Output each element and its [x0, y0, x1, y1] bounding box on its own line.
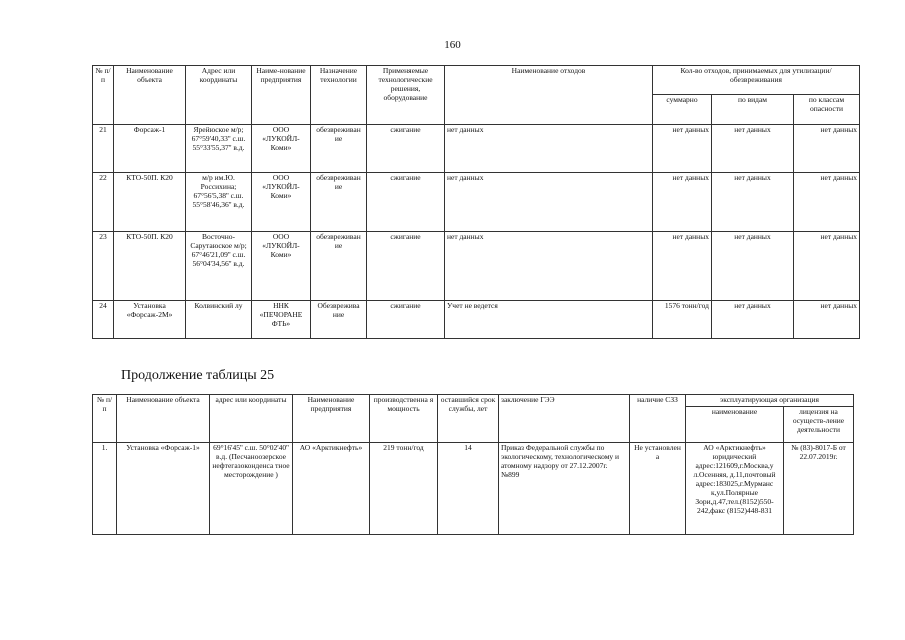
cell-enterprise: ООО «ЛУКОЙЛ-Коми»: [252, 125, 311, 173]
cell-object: Установка «Форсаж-1»: [117, 443, 210, 535]
cell-object: Форсаж-1: [114, 125, 186, 173]
cell-enterprise: ООО «ЛУКОЙЛ-Коми»: [252, 232, 311, 301]
header-qty-total: суммарно: [653, 95, 712, 125]
waste-facilities-table: [92, 65, 860, 339]
cell-object: КТО-50П. К20: [114, 232, 186, 301]
cell-enterprise: АО «Арктикнефть»: [293, 443, 370, 535]
table-caption: Продолжение таблицы 25: [121, 368, 275, 383]
header-org-group: эксплуатирующая организация: [686, 395, 854, 407]
cell-org-name: АО «Арктикнефть» юридический адрес:121609,г.Москва,у л.Осенняя, д.11,почтовый адрес:183025,г.Мурманс к,ул.Полярные Зори,д.47,тел.(8152)550-242,факс (8152)448-831: [686, 443, 784, 535]
cell-num: 21: [93, 125, 114, 173]
cell-object: Установка «Форсаж-2М»: [114, 301, 186, 339]
cell-purpose: обезвреживан ие: [311, 173, 367, 232]
cell-purpose: обезвреживан ие: [311, 125, 367, 173]
cell-capacity: 219 тонн/год: [370, 443, 438, 535]
header-qty-class: по классам опасности: [794, 95, 860, 125]
cell-num: 23: [93, 232, 114, 301]
cell-szz: Не установлен а: [630, 443, 686, 535]
cell-object: КТО-50П. К20: [114, 173, 186, 232]
cell-tech: сжигание: [367, 301, 445, 339]
header-qty-group: Кол-во отходов, принимаемых для утилизации/обезвреживания: [653, 66, 860, 95]
header-address: Адрес или координаты: [186, 66, 252, 125]
cell-type: нет данных: [712, 173, 794, 232]
cell-waste: нет данных: [445, 125, 653, 173]
cell-waste: Учет не ведется: [445, 301, 653, 339]
cell-type: нет данных: [712, 125, 794, 173]
header-waste: Наименование отходов: [445, 66, 653, 125]
cell-class: нет данных: [794, 301, 860, 339]
cell-total: нет данных: [653, 125, 712, 173]
cell-total: нет данных: [653, 232, 712, 301]
header-tech: Применяемые технологические решения, оборудование: [367, 66, 445, 125]
cell-address: Ярейюское м/р; 67°59'40,33'' с.ш. 55°33'55,37'' в.д.: [186, 125, 252, 173]
header-object: Наименование объекта: [114, 66, 186, 125]
cell-tech: сжигание: [367, 232, 445, 301]
cell-address: 69°16'45'' с.ш. 50°02'40'' в.д. (Песчаноозерское нефтегазоконденса тное месторождение ): [210, 443, 293, 535]
cell-total: нет данных: [653, 173, 712, 232]
cell-class: нет данных: [794, 232, 860, 301]
facility-details-table: [92, 394, 854, 535]
header-object: Наименование объекта: [117, 395, 210, 443]
cell-waste: нет данных: [445, 232, 653, 301]
cell-waste: нет данных: [445, 173, 653, 232]
cell-type: нет данных: [712, 232, 794, 301]
cell-purpose: обезвреживан ие: [311, 232, 367, 301]
cell-org-license: № (83)-8017-Б от 22.07.2019г.: [784, 443, 854, 535]
cell-tech: сжигание: [367, 125, 445, 173]
header-org-name: наименование: [686, 407, 784, 443]
cell-num: 24: [93, 301, 114, 339]
cell-class: нет данных: [794, 125, 860, 173]
table-row: [93, 232, 860, 301]
header-qty-type: по видам: [712, 95, 794, 125]
table-row: [93, 125, 860, 173]
header-gee: заключение ГЭЭ: [499, 395, 630, 443]
header-org-license: лицензия на осуществ-ление деятельности: [784, 407, 854, 443]
cell-purpose: Обезврежива ние: [311, 301, 367, 339]
cell-num: 1.: [93, 443, 117, 535]
cell-gee: Приказ Федеральной службы по экологическому, технологическому и атомному надзору от 27.12.2007г. №899: [499, 443, 630, 535]
cell-total: 1576 тонн/год: [653, 301, 712, 339]
table-row: [93, 443, 854, 535]
header-num: № п/п: [93, 66, 114, 125]
cell-class: нет данных: [794, 173, 860, 232]
header-address: адрес или координаты: [210, 395, 293, 443]
header-remaining: оставшийся срок службы, лет: [438, 395, 499, 443]
cell-enterprise: ННК «ПЕЧОРАНЕ ФТЬ»: [252, 301, 311, 339]
cell-enterprise: ООО «ЛУКОЙЛ-Коми»: [252, 173, 311, 232]
header-num: № п/ п: [93, 395, 117, 443]
cell-remaining: 14: [438, 443, 499, 535]
page-number: 160: [444, 39, 461, 51]
table-row: [93, 301, 860, 339]
header-purpose: Назначение технологии: [311, 66, 367, 125]
cell-num: 22: [93, 173, 114, 232]
cell-address: м/р им.Ю. Россихина; 67°56'5,38'' с.ш. 55°58'46,36'' в.д.: [186, 173, 252, 232]
header-capacity: производственна я мощность: [370, 395, 438, 443]
header-enterprise: Наиме-нование предприятия: [252, 66, 311, 125]
table-row: [93, 173, 860, 232]
cell-address: Восточно-Сарутаюское м/р; 67°46'21,09'' с.ш. 56°04'34,56'' в.д.: [186, 232, 252, 301]
header-szz: наличие СЗЗ: [630, 395, 686, 443]
header-enterprise: Наименование предприятия: [293, 395, 370, 443]
cell-tech: сжигание: [367, 173, 445, 232]
cell-type: нет данных: [712, 301, 794, 339]
cell-address: Колвинский лу: [186, 301, 252, 339]
